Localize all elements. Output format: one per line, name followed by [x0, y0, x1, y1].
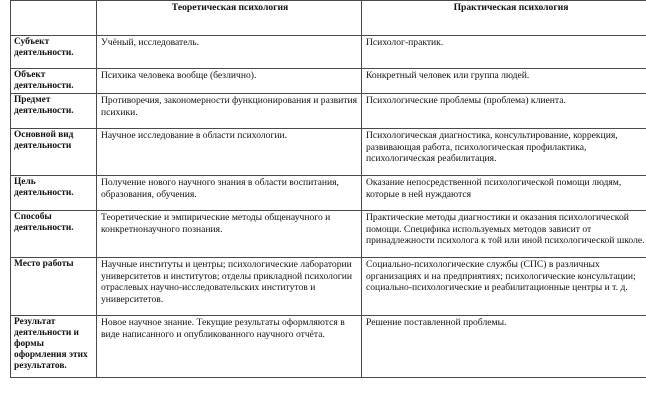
row-label: Результат деятельности и формы оформления этих результатов.	[11, 316, 97, 378]
practical-cell: Конкретный человек или группа людей.	[362, 69, 646, 94]
table-row	[11, 94, 646, 129]
practical-cell: Психологическая диагностика, консультирование, коррекция, развивающая работа, психологическая профилактика, психологическая реабилитация.	[362, 129, 646, 176]
row-label: Место работы	[11, 258, 97, 316]
table-row	[11, 211, 646, 258]
table-header-row	[11, 1, 646, 36]
table-row	[11, 129, 646, 176]
row-label: Способы деятельности.	[11, 211, 97, 258]
theoretical-cell: Получение нового научного знания в области воспитания, образования, обучения.	[97, 176, 362, 211]
theoretical-cell: Теоретические и эмпирические методы общенаучного и конкретнонаучного познания.	[97, 211, 362, 258]
row-label: Предмет деятельности.	[11, 94, 97, 129]
row-label: Цель деятельности.	[11, 176, 97, 211]
row-label: Объект деятельности.	[11, 69, 97, 94]
practical-cell: Практические методы диагностики и оказания психологической помощи. Специфика используемых методов зависит от принадлежности психолога к той или иной психологической школе.	[362, 211, 646, 258]
row-label: Субъект деятельности.	[11, 36, 97, 69]
theoretical-cell: Противоречия, закономерности функционирования и развития психики.	[97, 94, 362, 129]
row-label: Основной вид деятельности	[11, 129, 97, 176]
practical-cell: Социально-психологические службы (СПС) в различных организациях и на предприятиях; психологические консультации; социально-психологические и реабилитационные центры и т. д.	[362, 258, 646, 316]
theoretical-cell: Новое научное знание. Текущие результаты оформляются в виде написанного и опубликованного научного отчёта.	[97, 316, 362, 378]
header-practical: Практическая психология	[362, 1, 646, 36]
theoretical-cell: Психика человека вообще (безлично).	[97, 69, 362, 94]
table-row	[11, 258, 646, 316]
table-row	[11, 176, 646, 211]
table-row	[11, 69, 646, 94]
comparison-table	[10, 0, 646, 378]
theoretical-cell: Научные институты и центры; психологические лаборатории университетов и институтов; отделы прикладной психологии отраслевых научно-исследовательских институтов и университетов.	[97, 258, 362, 316]
theoretical-cell: Научное исследование в области психологии.	[97, 129, 362, 176]
practical-cell: Оказание непосредственной психологической помощи людям, которые в ней нуждаются	[362, 176, 646, 211]
practical-cell: Решение поставленной проблемы.	[362, 316, 646, 378]
header-corner-cell	[11, 1, 97, 36]
practical-cell: Психологические проблемы (проблема) клиента.	[362, 94, 646, 129]
practical-cell: Психолог-практик.	[362, 36, 646, 69]
table-row	[11, 36, 646, 69]
table-row	[11, 316, 646, 378]
theoretical-cell: Учёный, исследователь.	[97, 36, 362, 69]
header-theoretical: Теоретическая психология	[97, 1, 362, 36]
